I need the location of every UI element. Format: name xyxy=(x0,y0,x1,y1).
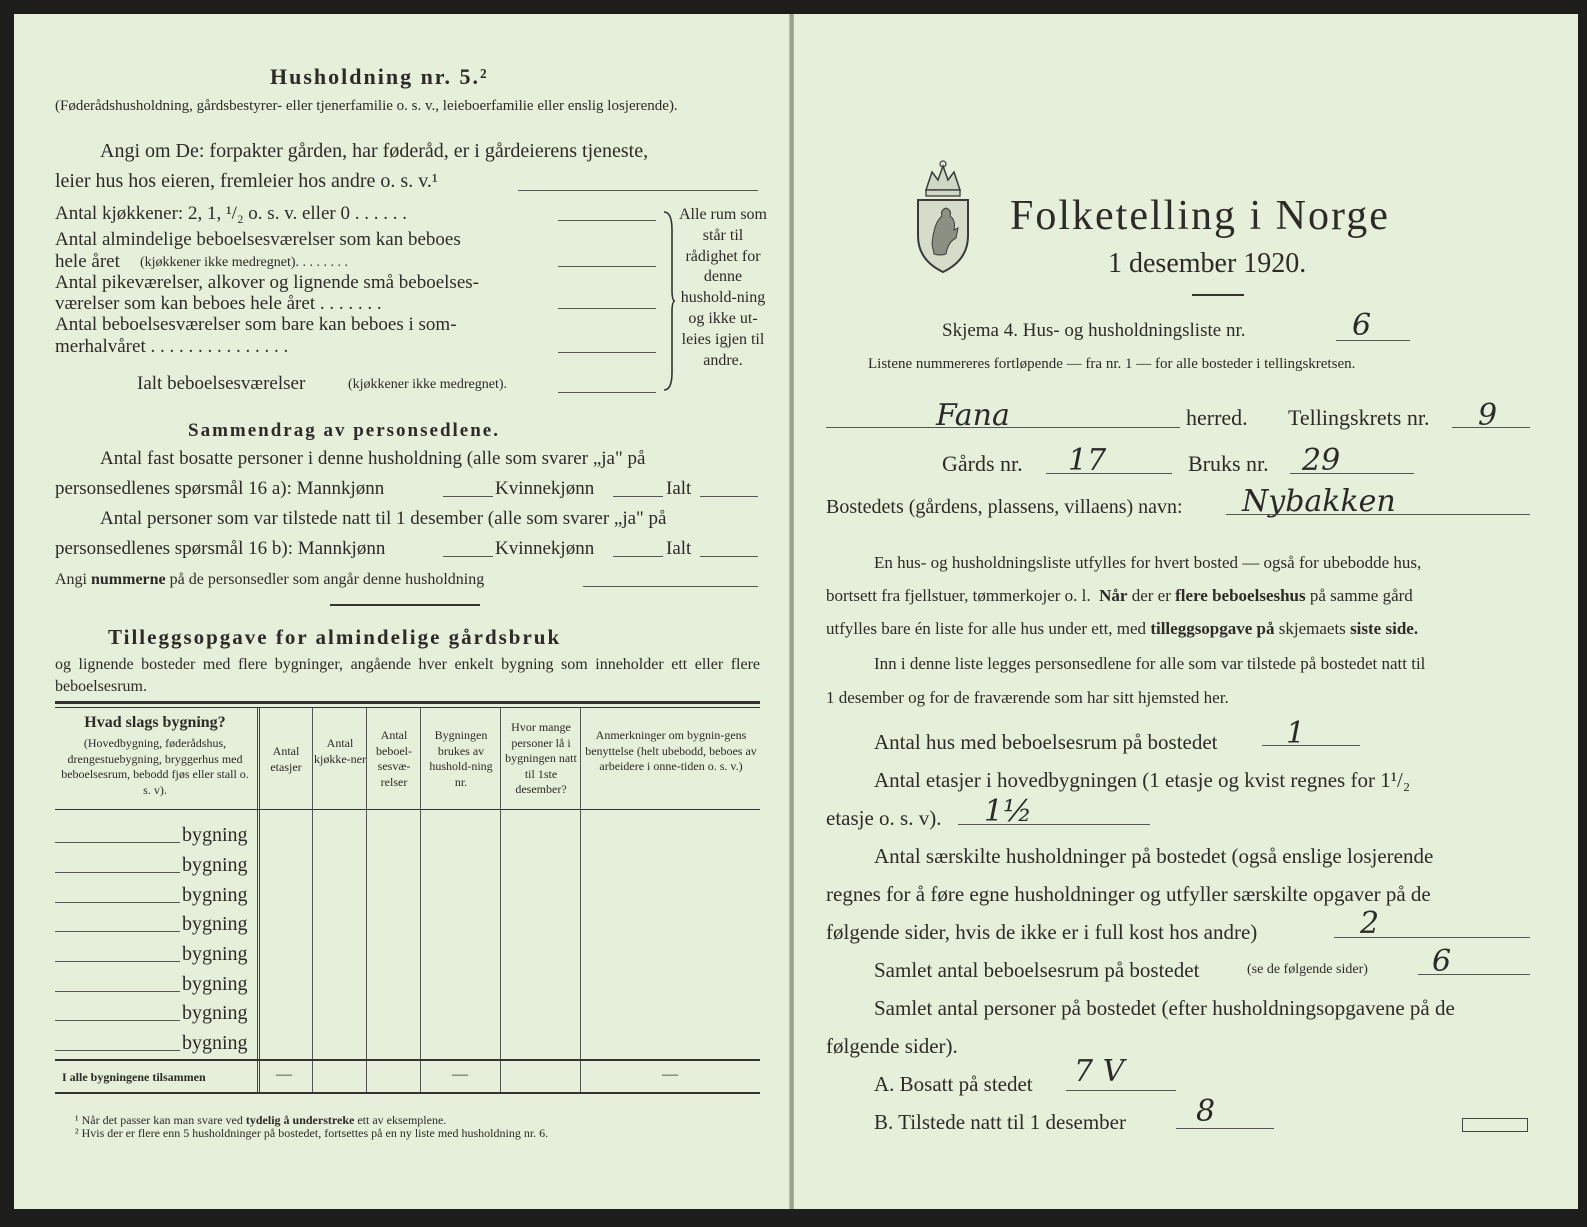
table-vline-5 xyxy=(500,708,501,1092)
herred-value[interactable]: Fana xyxy=(936,398,1010,433)
ialt-note: (kjøkkener ikke medregnet). xyxy=(348,377,507,392)
bosted-line xyxy=(1226,514,1530,515)
pike-answer-line xyxy=(558,308,656,309)
bosted-label: Bostedets (gårdens, plassens, villaens) navn: xyxy=(826,496,1183,518)
samlet-pers-line-2: følgende sider). xyxy=(826,1034,958,1058)
total-label: I alle bygningene tilsammen xyxy=(62,1070,206,1084)
table-row: bygning xyxy=(182,824,248,846)
kjokkener-label: Antal kjøkkener: 2, 1, ¹/₂ o. s. v. eller 0 . . . . . . xyxy=(55,203,407,224)
samlet-rum-value[interactable]: 6 xyxy=(1432,944,1452,979)
almindelige-note: (kjøkkener ikke medregnet). . . . . . . . xyxy=(140,255,348,270)
col-bygning-note: (Hovedbygning, føderådshus, drengestuebygning, bryggerhus med beboelsesrum, bebodd fjøs eller stall o. s. v). xyxy=(61,736,249,797)
krets-line xyxy=(1452,427,1530,428)
bosatt-value[interactable]: 7 V xyxy=(1074,1054,1125,1089)
fast-kvinne-label: Kvinnekjønn xyxy=(495,478,595,499)
bruks-line xyxy=(1290,473,1414,474)
gards-label: Gårds nr. xyxy=(942,451,1023,476)
samlet-pers-line-1: Samlet antal personer på bostedet (efter husholdningsopgavene på de xyxy=(874,996,1455,1020)
household-title: Husholdning nr. 5.² xyxy=(270,64,489,89)
etasjer-answer-line xyxy=(958,824,1150,825)
col-kjokkener: Antal kjøkke-ner xyxy=(314,736,366,766)
tilstede-kvinne-line xyxy=(613,556,663,557)
row-blank-line xyxy=(55,902,180,903)
samlet-rum-label: Samlet antal beboelsesrum på bostedet xyxy=(874,958,1200,982)
fast-mann-line xyxy=(443,496,493,497)
table-row: bygning xyxy=(182,913,248,935)
angi-line-1: Angi om De: forpakter gården, har føderåd, er i gårdeierens tjeneste, xyxy=(100,140,649,162)
skjema-number[interactable]: 6 xyxy=(1352,308,1372,343)
gards-line xyxy=(1046,473,1172,474)
samlet-rum-note: (se de følgende sider) xyxy=(1247,962,1368,977)
sammendrag-title: Sammendrag av personsedlene. xyxy=(188,420,500,441)
ialt-label: Ialt beboelsesværelser xyxy=(137,373,306,394)
row-blank-line xyxy=(55,961,180,962)
table-vline-6 xyxy=(580,708,581,1092)
samlet-rum-line xyxy=(1418,974,1530,975)
table-total-rule xyxy=(55,1059,760,1061)
row-blank-line xyxy=(55,1050,180,1051)
skjema-label: Skjema 4. Hus- og husholdningsliste nr. xyxy=(942,320,1246,341)
tilstede-line-1: Antal personer som var tilstede natt til 1 desember (alle som svarer „ja" på xyxy=(100,508,667,529)
fast-kvinne-line xyxy=(613,496,663,497)
saerskilte-answer-line xyxy=(1334,937,1530,938)
fast-line-1: Antal fast bosatte personer i denne husholdning (alle som svarer „ja" på xyxy=(100,448,646,469)
left-page xyxy=(14,14,790,1209)
hus-line xyxy=(1262,745,1360,746)
table-vline-3 xyxy=(366,708,367,1092)
para2-line-2: 1 desember og for de fraværende som har sitt hjemsted her. xyxy=(826,688,1229,707)
saerskilte-line-1: Antal særskilte husholdninger på bostedet (også enslige losjerende xyxy=(874,844,1434,868)
etasjer-line-2: etasje o. s. v). xyxy=(826,806,942,830)
total-dash-etasjer: — xyxy=(276,1066,292,1083)
listene-note: Listene nummereres fortløpende — fra nr. 1 — for alle bosteder i tellingskretsen. xyxy=(868,356,1356,372)
herred-line xyxy=(826,427,1180,428)
para1-line-1: En hus- og husholdningsliste utfylles for hvert bosted — også for ubebodde hus, xyxy=(874,553,1422,572)
tilstede-ialt-line xyxy=(700,556,758,557)
sommer-line-1: Antal beboelsesværelser som bare kan beboes i som- xyxy=(55,314,457,335)
krets-label: Tellingskrets nr. xyxy=(1288,405,1430,430)
etasjer-value[interactable]: 1½ xyxy=(984,794,1033,829)
para2-line-1: Inn i denne liste legges personsedlene for alle som var tilstede på bostedet natt til xyxy=(874,654,1426,673)
tilstede-ialt-label: Ialt xyxy=(666,538,692,559)
bosted-value[interactable]: Nybakken xyxy=(1242,484,1396,519)
bosatt-label: A. Bosatt på stedet xyxy=(874,1072,1033,1096)
tilstede-natt-line xyxy=(1176,1128,1274,1129)
para1-line-2: bortsett fra fjellstuer, tømmerkojer o. l. Når der er flere beboelseshus på samme gård xyxy=(826,586,1413,605)
table-row: bygning xyxy=(182,884,248,906)
table-top-rule xyxy=(55,701,760,704)
etasjer-line-1: Antal etasjer i hovedbygningen (1 etasje og kvist regnes for 1¹/₂ xyxy=(874,768,1411,792)
col-anmerkninger: Anmerkninger om bygnin-gens benyttelse (helt ubebodd, beboes av arbeidere i onne-tiden o. s. v.) xyxy=(585,728,757,774)
almindelige-line-1: Antal almindelige beboelsesværelser som kan beboes xyxy=(55,229,461,250)
row-blank-line xyxy=(55,931,180,932)
household-intro: (Føderådshusholdning, gårdsbestyrer- eller tjenerfamilie o. s. v., leieboerfamilie eller enslig losjerende). xyxy=(55,98,678,114)
col-personer: Hvor mange personer lå i bygningen natt til 1ste desember? xyxy=(505,720,577,797)
kjokkener-answer-line xyxy=(558,220,656,221)
col-bygning-title: Hvad slags bygning? xyxy=(84,714,226,731)
nummerne-line: Angi nummerne på de personsedler som angår denne husholdning xyxy=(55,571,485,588)
hus-label: Antal hus med beboelsesrum på bostedet xyxy=(874,730,1218,754)
table-row: bygning xyxy=(182,854,248,876)
row-blank-line xyxy=(55,1020,180,1021)
row-blank-line xyxy=(55,842,180,843)
bruks-label: Bruks nr. xyxy=(1188,451,1269,476)
total-dash-brukes: — xyxy=(452,1066,468,1083)
table-row: bygning xyxy=(182,1032,248,1054)
almindelige-line-2: hele året xyxy=(55,251,120,272)
ialt-answer-line xyxy=(558,392,656,393)
section-divider xyxy=(330,604,480,606)
coat-of-arms-icon xyxy=(912,158,974,276)
saerskilte-line-3: følgende sider, hvis de ikke er i full kost hos andre) xyxy=(826,920,1258,944)
footnote-2: ² Hvis der er flere enn 5 husholdninger på bostedet, fortsettes på en ny liste med husholdning nr. 6. xyxy=(75,1126,549,1140)
para1-line-3: utfylles bare én liste for alle hus under ett, med tilleggsopgave på skjemaets siste side. xyxy=(826,619,1419,638)
sommer-answer-line xyxy=(558,352,656,353)
printer-stamp-icon xyxy=(1462,1118,1528,1132)
row-blank-line xyxy=(55,991,180,992)
bruks-value[interactable]: 29 xyxy=(1302,443,1341,478)
brace-note: Alle rum som står til rådighet for denne hushold-ning og ikke ut-leies igjen til andre. xyxy=(679,206,767,369)
col-etasjer: Antal etasjer xyxy=(270,744,302,774)
angi-answer-line xyxy=(518,190,758,191)
tilstede-kvinne-label: Kvinnekjønn xyxy=(495,538,595,559)
pike-line-1: Antal pikeværelser, alkover og lignende små beboelses- xyxy=(55,272,479,293)
tilstede-natt-label: B. Tilstede natt til 1 desember xyxy=(874,1110,1126,1134)
skjema-number-line xyxy=(1336,340,1410,341)
herred-label: herred. xyxy=(1186,405,1248,430)
tilstede-mann-line xyxy=(443,556,493,557)
census-title: Folketelling i Norge xyxy=(1010,193,1390,239)
almindelige-answer-line xyxy=(558,266,656,267)
table-vline-2 xyxy=(312,708,313,1092)
tilstede-natt-value[interactable]: 8 xyxy=(1196,1094,1216,1129)
row-blank-line xyxy=(55,872,180,873)
bosatt-line xyxy=(1066,1090,1176,1091)
pike-line-2: værelser som kan beboes hele året . . . . . . . xyxy=(55,293,382,314)
table-row: bygning xyxy=(182,1002,248,1024)
gards-value[interactable]: 17 xyxy=(1068,443,1107,478)
saerskilte-value[interactable]: 2 xyxy=(1360,906,1380,941)
angi-line-2: leier hus hos eieren, fremleier hos andre o. s. v.¹ xyxy=(55,170,438,192)
census-date: 1 desember 1920. xyxy=(1108,248,1307,279)
sommer-line-2: merhalvåret . . . . . . . . . . . . . . . xyxy=(55,336,289,357)
table-row: bygning xyxy=(182,973,248,995)
nummerne-answer-line xyxy=(583,586,758,587)
tillegg-text: og lignende bosteder med flere bygninger, angående hver enkelt bygning som inneholder ett eller flere beboelsesrum. xyxy=(55,656,760,695)
table-vline-4 xyxy=(420,708,421,1092)
table-vline-1 xyxy=(257,708,260,1092)
tillegg-title: Tilleggsopgave for almindelige gårdsbruk xyxy=(108,625,562,649)
col-beboelses: Antal beboel-sesvæ-relser xyxy=(376,728,412,789)
tilstede-line-2: personsedlenes spørsmål 16 b): Mannkjønn xyxy=(55,538,386,559)
title-divider xyxy=(1192,294,1244,296)
brace-icon xyxy=(660,210,676,392)
saerskilte-line-2: regnes for å føre egne husholdninger og utfyller særskilte opgaver på de xyxy=(826,882,1431,906)
table-top-rule-2 xyxy=(55,707,760,708)
fast-ialt-line xyxy=(700,496,758,497)
krets-value[interactable]: 9 xyxy=(1478,398,1498,433)
footnote-1: ¹ Når det passer kan man svare ved tydelig å understreke ett av eksemplene. xyxy=(75,1113,447,1127)
hus-value[interactable]: 1 xyxy=(1286,716,1306,751)
col-brukes: Bygningen brukes av hushold-ning nr. xyxy=(429,728,493,789)
table-bottom-rule xyxy=(55,1092,760,1094)
total-dash-anmerkninger: — xyxy=(662,1066,678,1083)
fast-ialt-label: Ialt xyxy=(666,478,692,499)
table-head-rule xyxy=(55,809,760,810)
fast-line-2: personsedlenes spørsmål 16 a): Mannkjønn xyxy=(55,478,385,499)
table-row: bygning xyxy=(182,943,248,965)
